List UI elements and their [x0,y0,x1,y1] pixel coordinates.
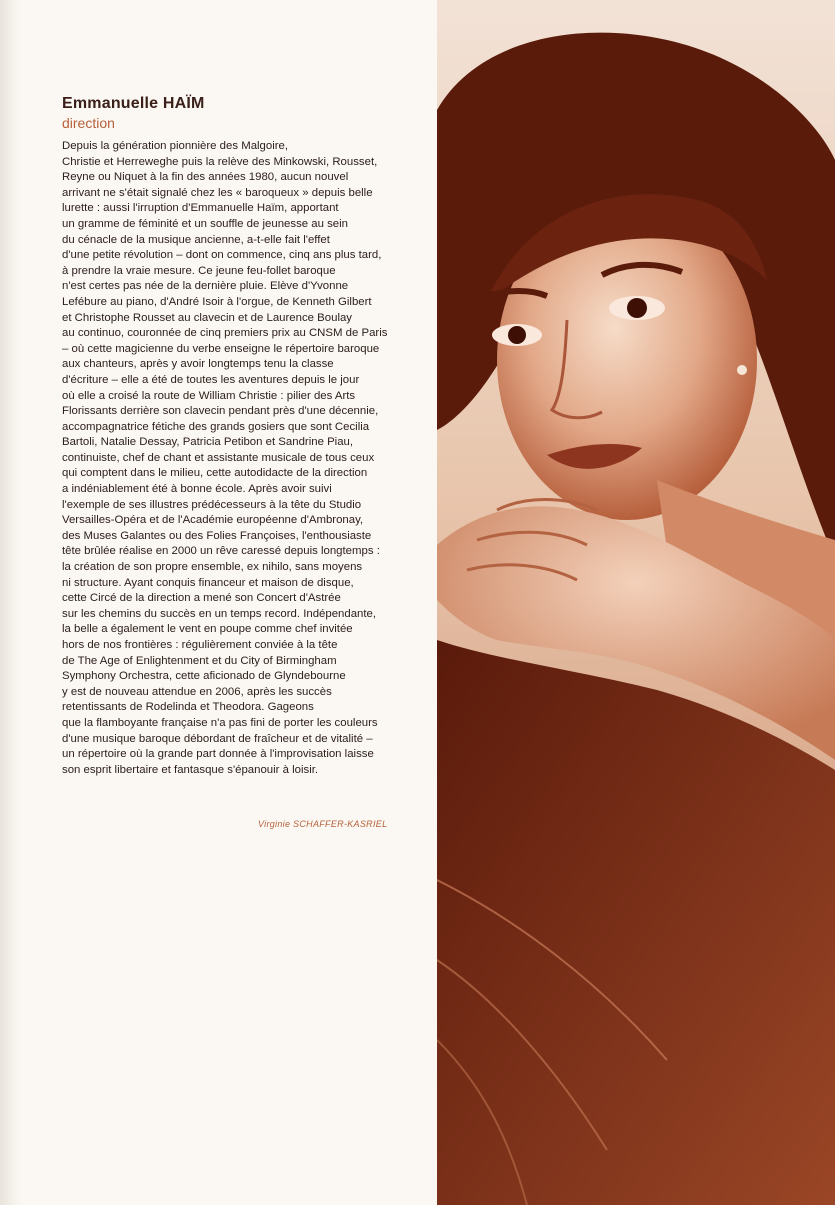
biography-line: Symphony Orchestra, cette aficionado de Glyndebourne [62,670,346,683]
biography-line: Christie et Herreweghe puis la relève des Minkowski, Rousset, [62,155,378,168]
biography-line: et Christophe Rousset au clavecin et de Laurence Boulay [62,311,353,324]
biography-line: Florissants derrière son clavecin pendant près d'une décennie, [62,405,379,418]
earring [737,365,747,375]
biography-line: a indéniablement été à bonne école. Après avoir suivi [62,483,332,496]
biography-line: aux chanteurs, après y avoir longtemps tenu la classe [62,358,334,371]
biography-line: retentissants de Rodelinda et Theodora. Gageons [62,701,314,714]
left-iris [508,326,526,344]
biography-line: d'une musique baroque débordant de fraîcheur et de vitalité – [62,732,373,745]
artist-role: direction [62,115,115,131]
biography-line: Bartoli, Natalie Dessay, Patricia Petibon et Sandrine Piau, [62,436,354,449]
biography-line: n'est certes pas née de la dernière pluie. Elève d'Yvonne [62,280,349,293]
biography-line: tête brûlée réalise en 2000 un rêve caressé depuis longtemps : [62,545,380,558]
artist-name: Emmanuelle HAÏM [62,95,205,112]
biography-line: Versailles-Opéra et de l'Académie européenne d'Ambronay, [62,514,364,527]
biography-line: d'écriture – elle a été de toutes les aventures depuis le jour [62,373,360,386]
portrait-illustration [437,0,835,1205]
biography-line: ni structure. Ayant conquis financeur et maison de disque, [62,576,354,589]
biography-line: la création de son propre ensemble, ex nihilo, sans moyens [62,561,363,574]
biography-line: arrivant ne s'était signalé chez les « baroqueux » depuis belle [62,186,373,199]
biography-line: accompagnatrice fétiche des grands gosiers que sont Cecilia [62,420,370,433]
biography-line: hors de nos frontières : régulièrement conviée à la tête [62,639,338,651]
biography-line: un gramme de féminité et un souffle de jeunesse au sein [62,217,349,230]
biography-line: des Muses Galantes ou des Folies Françoises, l'enthousiaste [62,529,372,542]
biography-line: lurette : aussi l'irruption d'Emmanuelle Haïm, apportant [62,202,339,215]
biography-line: cette Circé de la direction a mené son Concert d'Astrée [62,592,341,605]
biography-line: un répertoire où la grande part donnée à l'improvisation laisse [62,748,374,761]
biography-line: continuiste, chef de chant et assistante musicale de tous ceux [62,451,375,464]
author-signature: Virginie SCHAFFER-KASRIEL [258,819,388,829]
biography-line: où elle a croisé la route de William Christie : pilier des Arts [62,389,356,402]
biography-line: sur les chemins du succès en un temps record. Indépendante, [62,607,377,620]
right-iris [627,298,647,318]
biography-line: son esprit libertaire et fantasque s'épanouir à loisir. [62,763,319,776]
biography-line: au continuo, couronnée de cinq premiers prix au CNSM de Paris [62,327,388,340]
biography-line: du cénacle de la musique ancienne, a-t-elle fait l'effet [62,233,330,246]
biography-line: Lefébure au piano, d'André Isoir à l'orgue, de Kenneth Gilbert [62,295,372,308]
biography-line: l'exemple de ses illustres prédécesseurs à la tête du Studio [62,498,362,511]
biography-line: que la flamboyante française n'a pas fini de porter les couleurs [62,716,378,729]
page-edge-shadow [0,0,22,1205]
biography-line: Reyne ou Niquet à la fin des années 1980, aucun nouvel [62,171,349,184]
biography-line: y est de nouveau attendue en 2006, après les succès [62,685,332,698]
biography-line: de The Age of Enlightenment et du City of Birmingham [62,654,337,667]
biography-line: qui comptent dans le milieu, cette autodidacte de la direction [62,467,368,480]
portrait-photo [437,0,835,1205]
biography-line: – où cette magicienne du verbe enseigne le répertoire baroque [62,342,380,355]
biography-column [62,95,397,778]
biography-line: la belle a également le vent en poupe comme chef invitée [62,623,353,636]
biography-line: d'une petite révolution – dont on commence, cinq ans plus tard, [62,249,382,262]
biography-text [62,139,397,778]
biography-line: à prendre la vraie mesure. Ce jeune feu-follet baroque [62,264,336,277]
biography-line: Depuis la génération pionnière des Malgoire, [62,140,289,152]
